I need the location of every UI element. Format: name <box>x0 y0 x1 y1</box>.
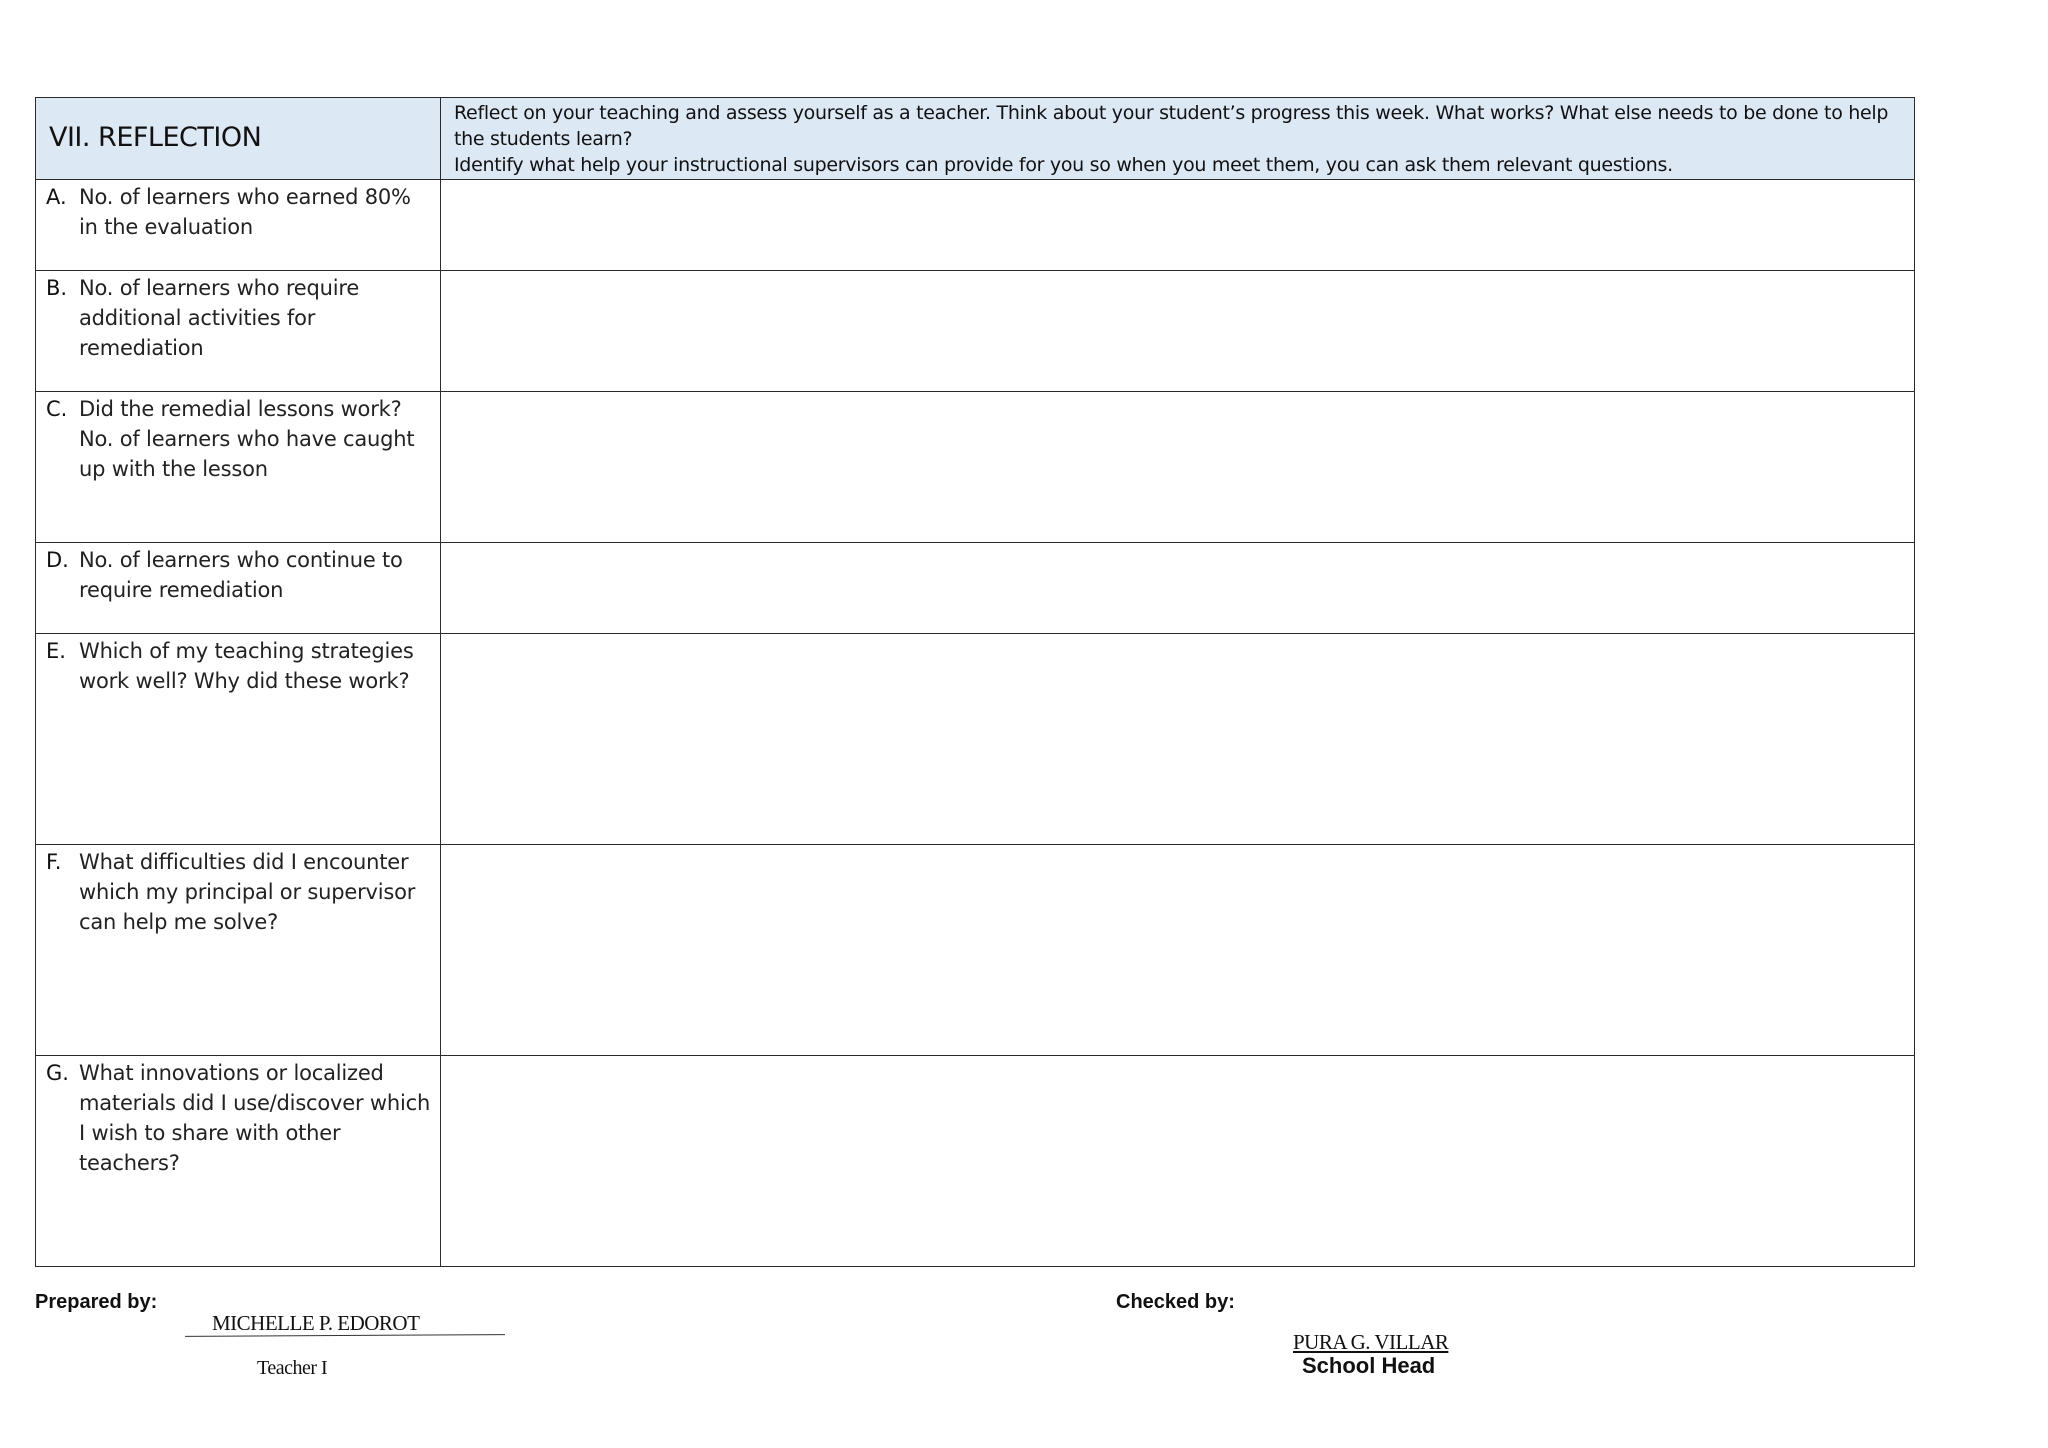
reflection-table <box>35 97 1915 1267</box>
question-letter: G. <box>46 1061 69 1085</box>
reflection-row-g <box>36 1056 1915 1267</box>
section-description-line: Reflect on your teaching and assess yourself as a teacher. Think about your student’s progress this week. What works? What else needs to be done to help the students learn? <box>454 102 1889 150</box>
question-letter: F. <box>46 850 62 874</box>
answer-cell[interactable] <box>441 543 1915 634</box>
question-cell <box>36 271 441 392</box>
answer-cell[interactable] <box>441 845 1915 1056</box>
section-description <box>441 98 1914 178</box>
answer-cell[interactable] <box>441 1056 1915 1267</box>
section-description-line: Identify what help your instructional supervisors can provide for you so when you meet them, you can ask them relevant questions. <box>454 154 1673 176</box>
reflection-row-f <box>36 845 1915 1056</box>
question-cell <box>36 180 441 271</box>
reflection-row-e <box>36 634 1915 845</box>
answer-cell[interactable] <box>441 180 1915 271</box>
answer-cell[interactable] <box>441 271 1915 392</box>
reflection-row-c <box>36 392 1915 543</box>
prepared-by-name: MICHELLE P. EDOROT <box>212 1311 420 1335</box>
question-text: No. of learners who require additional activities for remediation <box>79 276 360 360</box>
question-text: No. of learners who earned 80% in the evaluation <box>79 185 411 239</box>
question-text: What innovations or localized materials did I use/discover which I wish to share with other teachers? <box>79 1061 431 1175</box>
question-cell <box>36 543 441 634</box>
question-text: Which of my teaching strategies work well? Why did these work? <box>79 639 414 693</box>
checked-by-label: Checked by: <box>1116 1291 1235 1313</box>
question-cell <box>36 634 441 845</box>
question-letter: A. <box>46 185 67 209</box>
question-cell <box>36 1056 441 1267</box>
question-letter: B. <box>46 276 68 300</box>
question-text: What difficulties did I encounter which my principal or supervisor can help me solve? <box>79 850 416 934</box>
answer-cell[interactable] <box>441 634 1915 845</box>
question-cell <box>36 392 441 543</box>
question-text: No. of learners who continue to require remediation <box>79 548 403 602</box>
question-letter: E. <box>46 639 66 663</box>
reflection-header-row <box>36 98 1915 180</box>
prepared-by-position: Teacher I <box>257 1357 328 1379</box>
question-text: Did the remedial lessons work? No. of learners who have caught up with the lesson <box>79 397 415 481</box>
answer-cell[interactable] <box>441 392 1915 543</box>
prepared-by-label: Prepared by: <box>35 1291 158 1313</box>
question-letter: D. <box>46 548 69 572</box>
reflection-row-d <box>36 543 1915 634</box>
section-title: VII. REFLECTION <box>49 122 262 153</box>
section-title-cell <box>36 98 441 180</box>
checked-by-name: PURA G. VILLAR <box>1293 1330 1449 1354</box>
question-letter: C. <box>46 397 68 421</box>
checked-by-position: School Head <box>1302 1353 1436 1378</box>
reflection-row-b <box>36 271 1915 392</box>
reflection-row-a <box>36 180 1915 271</box>
question-cell <box>36 845 441 1056</box>
section-description-cell <box>441 98 1915 180</box>
